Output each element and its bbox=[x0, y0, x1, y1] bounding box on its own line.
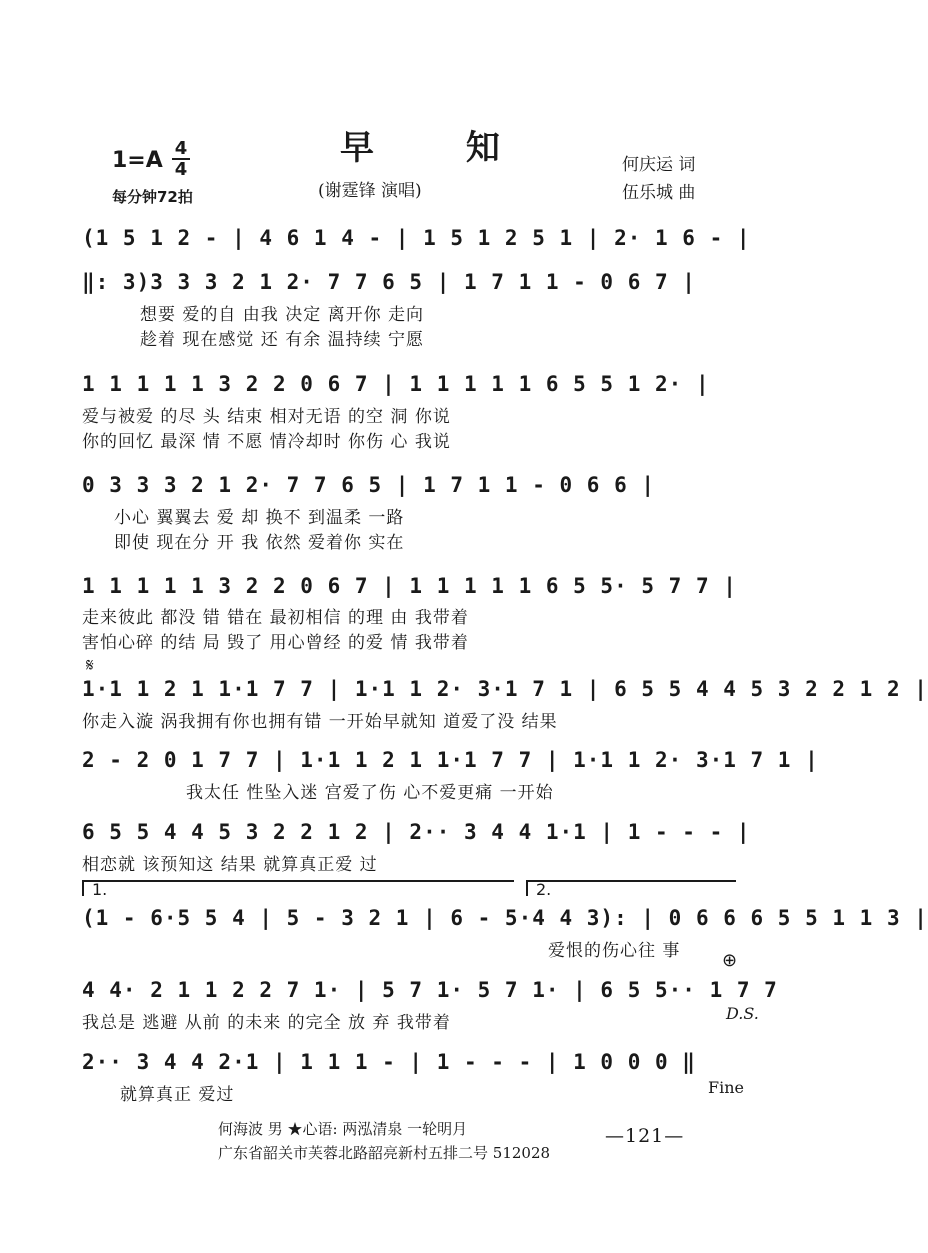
volta-bracket-1 bbox=[82, 880, 514, 896]
lyrics-line-2-verse-1: 想要 爱的自 由我 决定 离开你 走向 bbox=[140, 305, 425, 325]
lyrics-line-6: 你走入漩 涡我拥有你也拥有错 一开始早就知 道爱了没 结果 bbox=[82, 712, 558, 732]
time-signature bbox=[172, 140, 190, 178]
lyrics-line-2-verse-2: 趁着 现在感觉 还 有余 温持续 宁愿 bbox=[140, 330, 425, 350]
score-line-1: (1 5 1 2 - | 4 6 1 4 - | 1 5 1 2 5 1 | 2· 1 6 - | bbox=[82, 226, 751, 250]
volta-1-label: 1. bbox=[92, 880, 108, 899]
lyrics-line-9: 爱恨的伤心往 事 bbox=[548, 941, 681, 961]
lyrics-line-3-verse-2: 你的回忆 最深 情 不愿 情冷却时 你伤 心 我说 bbox=[82, 432, 451, 452]
score-line-5: 1 1 1 1 1 3 2 2 0 6 7 | 1 1 1 1 1 6 5 5· 5 7 7 | bbox=[82, 574, 737, 598]
time-signature-bottom: 4 bbox=[174, 159, 188, 180]
lyrics-line-4-verse-1: 小心 翼翼去 爱 却 换不 到温柔 一路 bbox=[114, 508, 405, 528]
lyrics-line-4-verse-2: 即使 现在分 开 我 依然 爱着你 实在 bbox=[114, 533, 405, 553]
segno-sign: 𝄋 bbox=[86, 655, 94, 676]
lyricist-credit: 何庆运 词 bbox=[622, 155, 696, 175]
lyrics-line-11: 就算真正 爱过 bbox=[120, 1085, 235, 1105]
song-title: 早 知 bbox=[340, 128, 540, 168]
volta-bracket-2 bbox=[526, 880, 736, 896]
score-line-10: 4 4· 2 1 1 2 2 7 1· | 5 7 1· 5 7 1· | 6 5 5·· 1 7 7 bbox=[82, 978, 778, 1002]
lyrics-line-5-verse-1: 走来彼此 都没 错 错在 最初相信 的理 由 我带着 bbox=[82, 608, 469, 628]
performer-subtitle: (谢霆锋 演唱) bbox=[318, 181, 422, 201]
score-line-11: 2·· 3 4 4 2·1 | 1 1 1 - | 1 - - - | 1 0 0 0 ‖ bbox=[82, 1050, 696, 1074]
volta-2-label: 2. bbox=[536, 880, 552, 899]
score-line-2: ‖: 3)3 3 3 2 1 2· 7 7 6 5 | 1 7 1 1 - 0 6 7 | bbox=[82, 270, 696, 294]
lyrics-line-3-verse-1: 爱与被爱 的尽 头 结束 相对无语 的空 洞 你说 bbox=[82, 407, 451, 427]
score-line-8: 6 5 5 4 4 5 3 2 2 1 2 | 2·· 3 4 4 1·1 | 1 - - - | bbox=[82, 820, 751, 844]
composer-credit: 伍乐城 曲 bbox=[622, 183, 696, 203]
tempo-marking: 每分钟72拍 bbox=[112, 188, 193, 206]
lyrics-line-5-verse-2: 害怕心碎 的结 局 毁了 用心曾经 的爱 情 我带着 bbox=[82, 633, 469, 653]
lyrics-line-10: 我总是 逃避 从前 的未来 的完全 放 弃 我带着 bbox=[82, 1013, 451, 1033]
key-signature: 1=A bbox=[112, 148, 163, 173]
lyrics-line-7: 我太任 性坠入迷 宫爱了伤 心不爱更痛 一开始 bbox=[186, 783, 554, 803]
fine-mark: Fine bbox=[708, 1078, 744, 1097]
page-number: —121— bbox=[605, 1125, 685, 1147]
footer-address: 广东省韶关市芙蓉北路韶亮新村五排二号 512028 bbox=[218, 1144, 551, 1162]
footer-contributor: 何海波 男 ★心语: 两泓清泉 一轮明月 bbox=[218, 1120, 468, 1138]
lyrics-line-8: 相恋就 该预知这 结果 就算真正爱 过 bbox=[82, 855, 378, 875]
score-line-7: 2 - 2 0 1 7 7 | 1·1 1 2 1 1·1 7 7 | 1·1 1 2· 3·1 7 1 | bbox=[82, 748, 819, 772]
time-signature-top: 4 bbox=[174, 138, 188, 159]
dal-segno-mark: D.S. bbox=[726, 1004, 759, 1023]
score-line-4: 0 3 3 3 2 1 2· 7 7 6 5 | 1 7 1 1 - 0 6 6 | bbox=[82, 473, 656, 497]
score-line-9: (1 - 6·5 5 4 | 5 - 3 2 1 | 6 - 5·4 4 3): | 0 6 6 6 5 5 1 1 3 | bbox=[82, 906, 928, 930]
coda-sign: ⊕ bbox=[722, 950, 738, 971]
score-line-6: 1·1 1 2 1 1·1 7 7 | 1·1 1 2· 3·1 7 1 | 6 5 5 4 4 5 3 2 2 1 2 | bbox=[82, 677, 928, 701]
score-line-3: 1 1 1 1 1 3 2 2 0 6 7 | 1 1 1 1 1 6 5 5 1 2· | bbox=[82, 372, 710, 396]
